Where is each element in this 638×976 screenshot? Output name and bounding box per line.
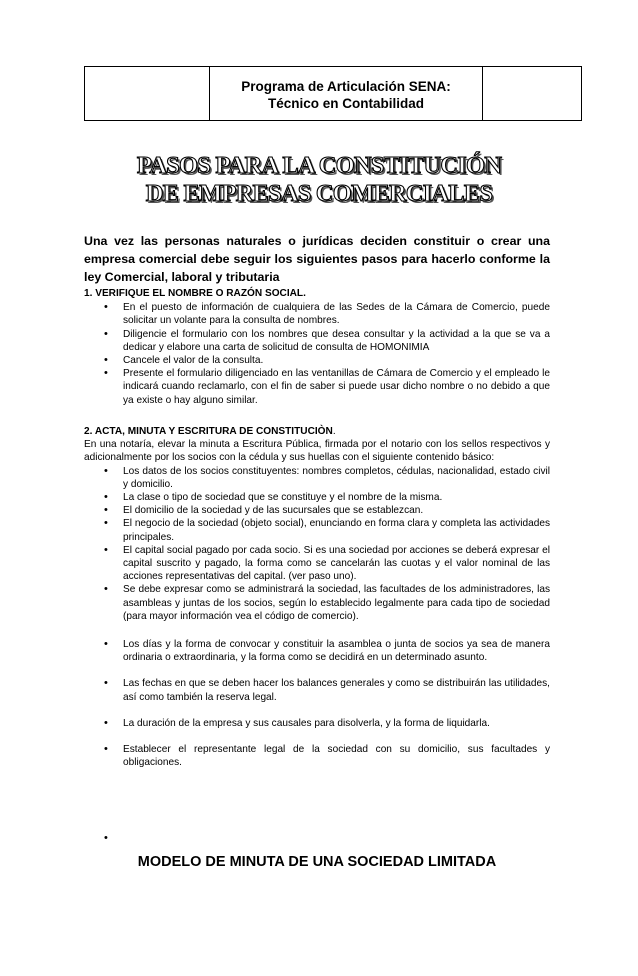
section-minuta	[84, 425, 550, 769]
header-program-title: Programa de Articulación SENA:	[241, 78, 451, 94]
section-heading: 1. VERIFIQUE EL NOMBRE O RAZÓN SOCIAL.	[84, 288, 306, 299]
list-item: • El negocio de la sociedad (objeto social), enunciando en forma clara y completa las actividades principales.	[84, 517, 550, 543]
bullet-list	[84, 465, 550, 770]
header-cell-center	[210, 67, 483, 120]
section-heading-end: .	[332, 426, 336, 437]
bullet-list	[84, 301, 550, 407]
empty-bullet: •	[104, 832, 108, 844]
list-item: • Presente el formulario diligenciado en las ventanillas de Cámara de Comercio y el empleado le indicará cuando reclamarlo, con el fin de saber si puede usar dicho nombre o no debido a que ya existe o hay alguno similar.	[84, 367, 550, 407]
list-item: • Las fechas en que se deben hacer los balances generales y como se distribuirán las utilidades, así como también la reserva legal.	[84, 677, 550, 703]
header-table	[84, 66, 582, 121]
section-verify-name	[84, 287, 550, 407]
modelo-heading	[0, 854, 638, 870]
list-item: • Cancele el valor de la consulta.	[84, 354, 550, 367]
document-title-line1: PASOS PARA LA CONSTITUCIÓN	[136, 152, 502, 179]
section-paragraph: En una notaría, elevar la minuta a Escritura Pública, firmada por el notario con los sellos respectivos y adicionalmente por los socios con la cédula y sus huellas con el siguiente contenido básico:	[84, 439, 550, 464]
list-item: • En el puesto de información de cualquiera de las Sedes de la Cámara de Comercio, puede solicitar un volante para la consulta de nombres.	[84, 301, 550, 327]
list-item: • La duración de la empresa y sus causales para disolverla, y la forma de liquidarla.	[84, 717, 550, 730]
document-title-line2: DE EMPRESAS COMERCIALES	[145, 180, 493, 207]
header-cell-left	[85, 67, 210, 120]
intro-paragraph: Una vez las personas naturales o jurídicas deciden constituir o crear una empresa comercial debe seguir los siguientes pasos para hacerlo conforme la ley Comercial, laboral y tributaria	[84, 234, 550, 284]
list-item: • Los datos de los socios constituyentes: nombres completos, cédulas, nacionalidad, estado civil y domicilio.	[84, 465, 550, 491]
list-item: • Diligencie el formulario con los nombres que desea consultar y la actividad a la que se va a dedicar y elabore una carta de solicitud de consulta de HOMONIMIA	[84, 328, 550, 354]
list-item: • La clase o tipo de sociedad que se constituye y el nombre de la misma.	[84, 491, 550, 504]
list-item: • Se debe expresar como se administrará la sociedad, las facultades de los administradores, las asambleas y juntas de los socios, según lo establecido legalmente para cada tipo de sociedad (para mayor información vea el código de comercio).	[84, 583, 550, 623]
section-heading	[84, 425, 550, 438]
list-item: • El capital social pagado por cada socio. Si es una sociedad por acciones se deberá expresar el capital suscrito y pagado, la forma como se cancelarán las cuotas y el valor nominal de las acciones representativas del capital. (ver paso uno).	[84, 544, 550, 584]
section-heading-text: 2. ACTA, MINUTA Y ESCRITURA DE CONSTITUCIÒN	[84, 426, 333, 437]
list-item: • El domicilio de la sociedad y de las sucursales que se establezcan.	[84, 504, 550, 517]
header-program-subtitle: Técnico en Contabilidad	[267, 95, 424, 111]
list-item: • Los días y la forma de convocar y constituir la asamblea o junta de socios ya sea de manera ordinaria o extraordinaria, y la forma como se decidirá en un determinado asunto.	[84, 638, 550, 664]
list-item: • Establecer el representante legal de la sociedad con su domicilio, sus facultades y obligaciones.	[84, 743, 550, 769]
header-cell-right	[483, 67, 581, 120]
modelo-heading-text: MODELO DE MINUTA DE UNA SOCIEDAD LIMITADA	[137, 854, 497, 870]
